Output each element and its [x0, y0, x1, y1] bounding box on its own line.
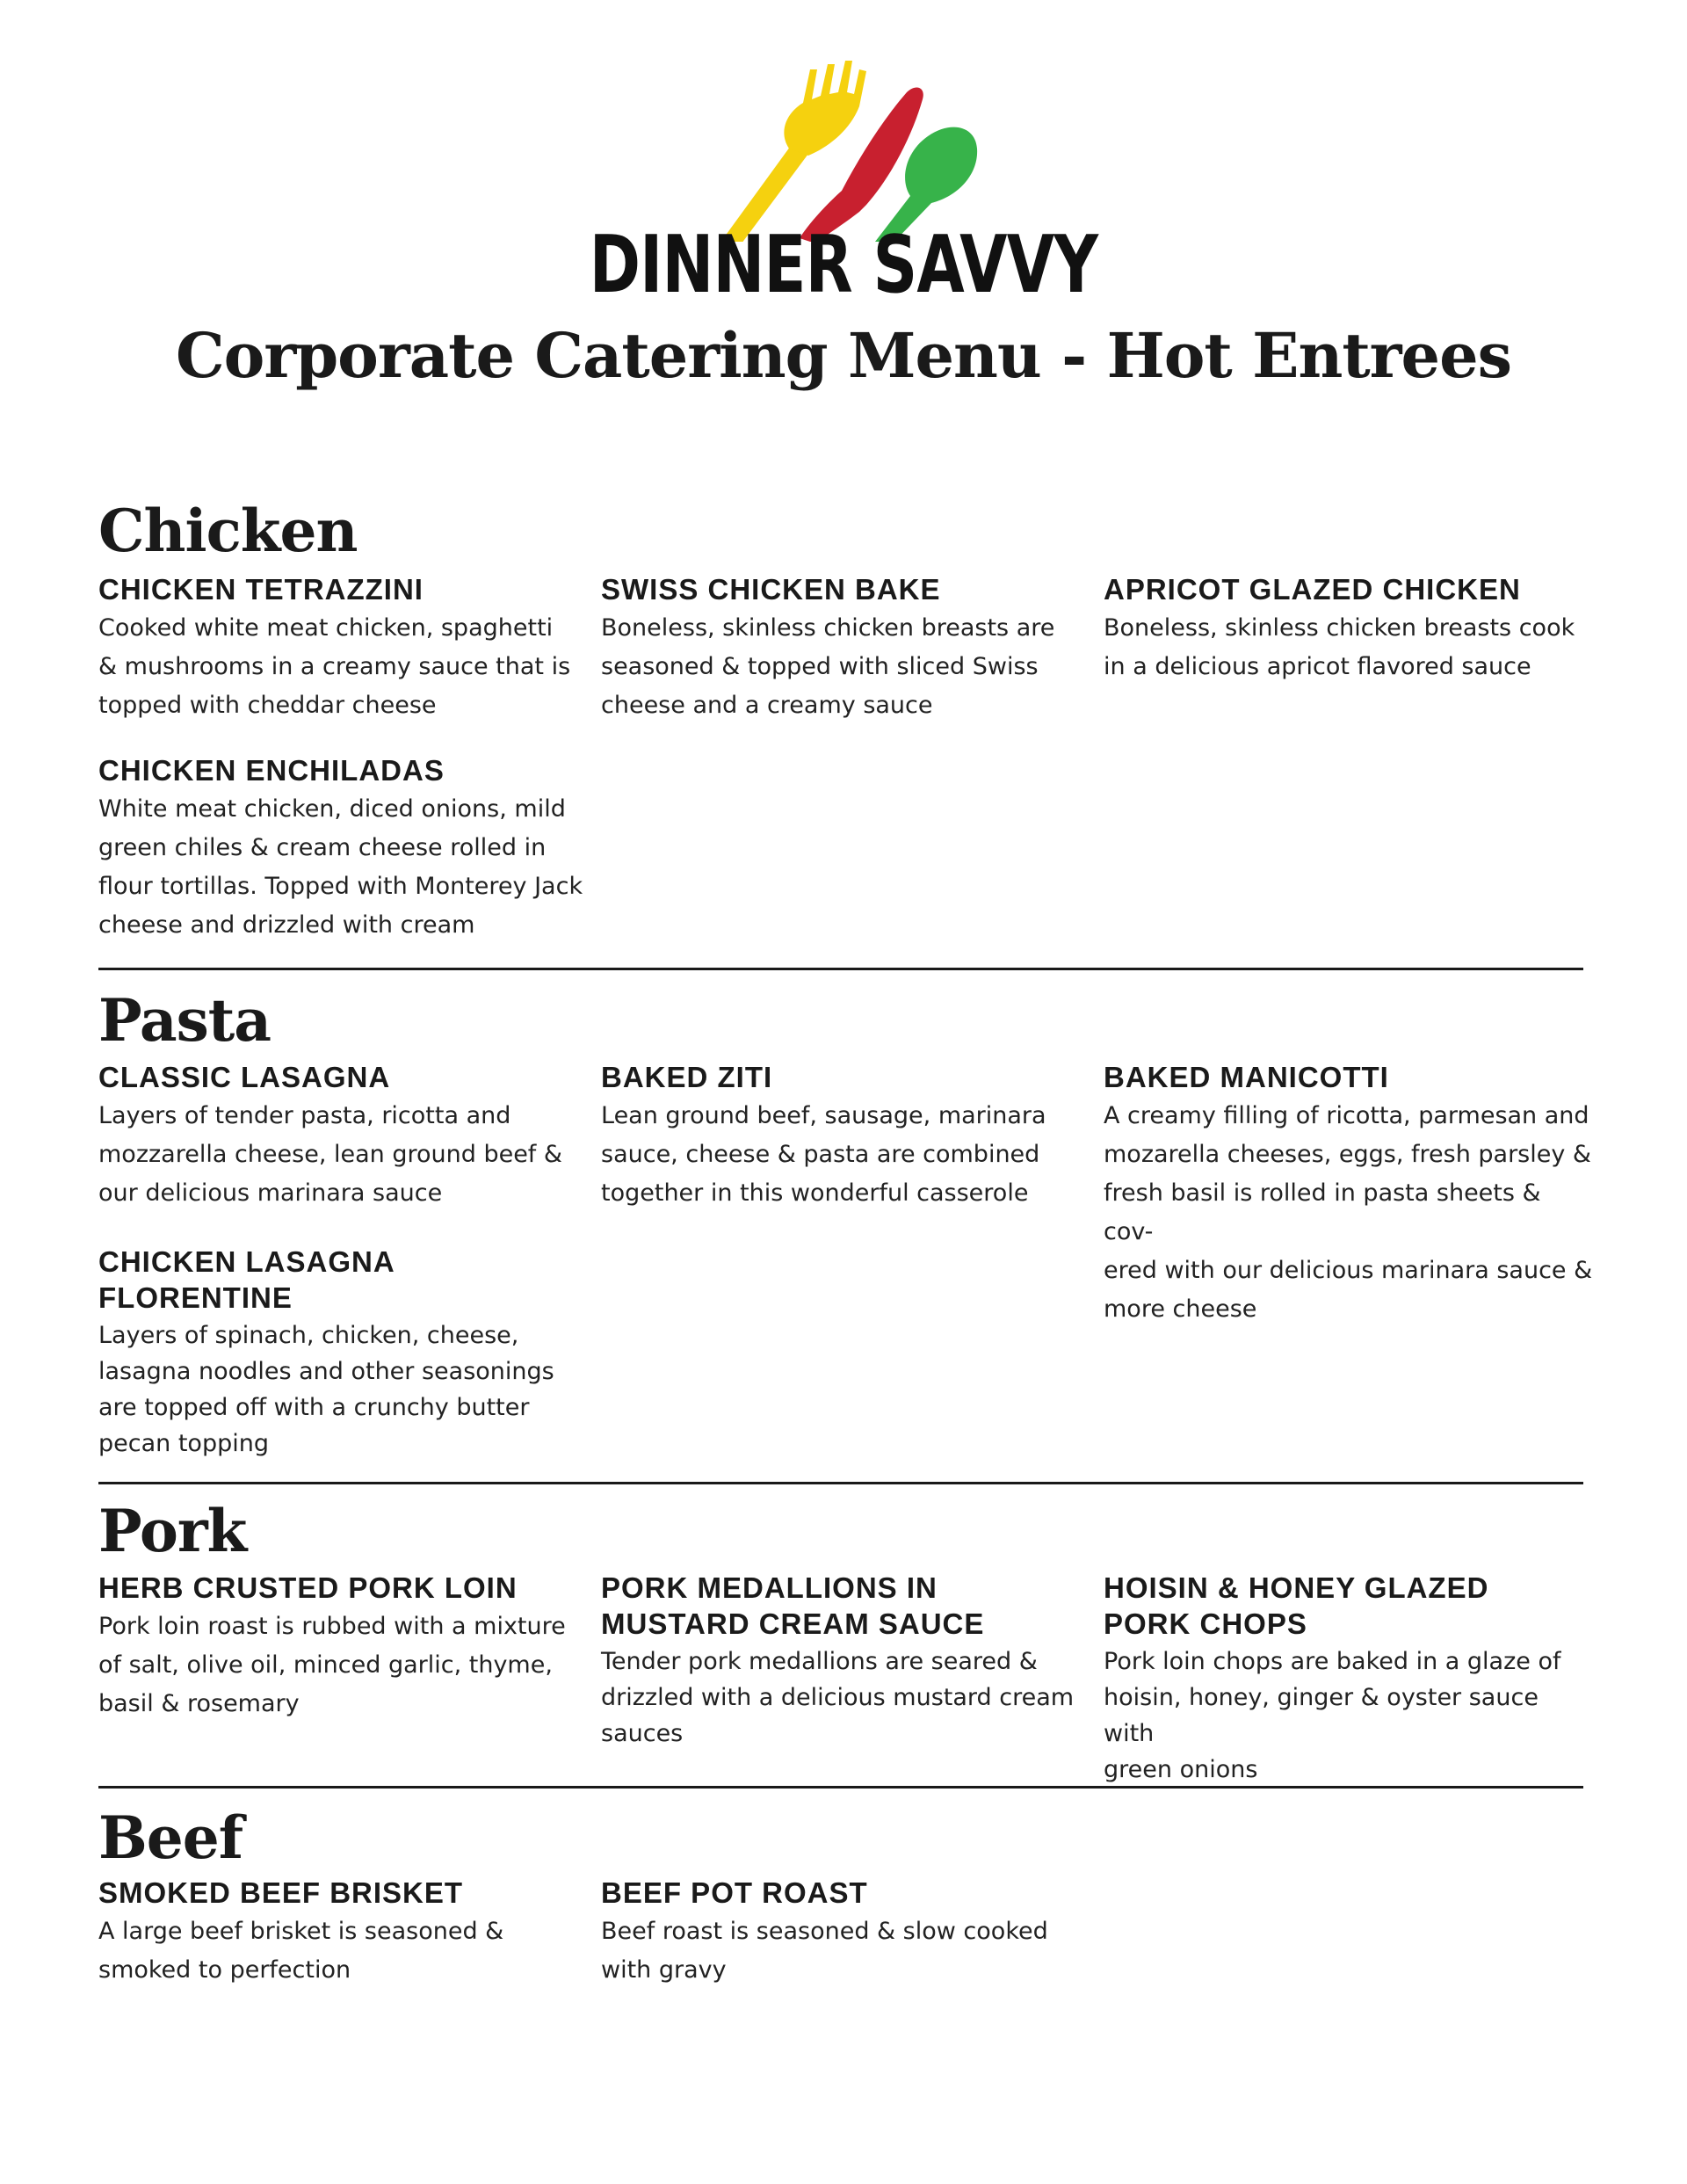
description-line: ered with our delicious marinara sauce &: [1104, 1257, 1593, 1284]
section-pasta: [98, 986, 1593, 1463]
menu-item-description: [601, 609, 1093, 725]
section-title-beef: Beef: [98, 1803, 243, 1872]
section-beef: [98, 1803, 1583, 2026]
menu-item-apricot-glazed-chicken: [1104, 571, 1596, 686]
menu-item-name: [1104, 1570, 1596, 1642]
description-line: with gravy: [601, 1956, 727, 1984]
description-line: seasoned & topped with sliced Swiss: [601, 653, 1039, 680]
menu-item-smoked-beef-brisket: [98, 1875, 590, 1990]
description-line: sauce, cheese & pasta are combined: [601, 1141, 1040, 1168]
description-line: more cheese: [1104, 1295, 1257, 1323]
description-line: cheese and drizzled with cream: [98, 911, 475, 939]
menu-item-description: [98, 790, 590, 945]
description-line: Tender pork medallions are seared &: [601, 1648, 1038, 1675]
description-line: are topped off with a crunchy butter: [98, 1394, 530, 1421]
description-line: mozzarella cheese, lean ground beef &: [98, 1141, 562, 1168]
description-line: drizzled with a delicious mustard cream: [601, 1684, 1075, 1711]
section-title-chicken: Chicken: [98, 497, 358, 565]
description-line: Pork loin chops are baked in a glaze of: [1104, 1648, 1561, 1675]
menu-item-chicken-lasagna-florentine: [98, 1244, 590, 1462]
menu-item-description: [1104, 1097, 1596, 1329]
description-line: cheese and a creamy sauce: [601, 692, 933, 719]
description-line: topped with cheddar cheese: [98, 692, 437, 719]
menu-item-beef-pot-roast: [601, 1875, 1093, 1990]
name-line: MUSTARD CREAM SAUCE: [601, 1607, 985, 1640]
brand-name: DINNER SAVVY: [589, 219, 1098, 311]
menu-item-chicken-tetrazzini: [98, 571, 590, 725]
description-line: Layers of tender pasta, ricotta and: [98, 1102, 511, 1129]
menu-item-description: [98, 1607, 590, 1723]
description-line: in a delicious apricot flavored sauce: [1104, 653, 1531, 680]
description-line: together in this wonderful casserole: [601, 1179, 1029, 1207]
description-line: A large beef brisket is seasoned &: [98, 1918, 504, 1945]
name-line: PORK MEDALLIONS IN: [601, 1571, 938, 1604]
menu-item-description: [98, 1912, 590, 1990]
name-line: FLORENTINE: [98, 1281, 293, 1314]
name-line: HOISIN & HONEY GLAZED: [1104, 1571, 1489, 1604]
menu-item-baked-ziti: [601, 1059, 1093, 1213]
menu-item-pork-medallions: [601, 1570, 1093, 1752]
description-line: of salt, olive oil, minced garlic, thyme,: [98, 1651, 553, 1679]
description-line: Beef roast is seasoned & slow cooked: [601, 1918, 1048, 1945]
menu-item-name: CLASSIC LASAGNA: [98, 1061, 391, 1093]
menu-item-name: BAKED MANICOTTI: [1104, 1061, 1389, 1093]
description-line: Boneless, skinless chicken breasts are: [601, 614, 1055, 642]
menu-item-description: [98, 609, 590, 725]
menu-item-chicken-enchiladas: [98, 752, 590, 945]
menu-item-name: APRICOT GLAZED CHICKEN: [1104, 573, 1521, 606]
description-line: our delicious marinara sauce: [98, 1179, 443, 1207]
section-divider: [98, 968, 1583, 970]
name-line: CHICKEN LASAGNA: [98, 1245, 395, 1278]
description-line: A creamy filling of ricotta, parmesan and: [1104, 1102, 1589, 1129]
section-divider: [98, 1786, 1583, 1789]
description-line: hoisin, honey, ginger & oyster sauce with: [1104, 1684, 1539, 1747]
menu-item-description: [601, 1912, 1093, 1990]
menu-item-baked-manicotti: [1104, 1059, 1596, 1329]
menu-item-hoisin-honey-pork-chops: [1104, 1570, 1596, 1788]
page-title: Corporate Catering Menu - Hot Entrees: [175, 319, 1512, 392]
menu-item-name: [98, 1244, 590, 1316]
description-line: green onions: [1104, 1756, 1258, 1783]
menu-item-herb-crusted-pork-loin: [98, 1570, 590, 1723]
description-line: mozarella cheeses, eggs, fresh parsley &: [1104, 1141, 1591, 1168]
description-line: green chiles & cream cheese rolled in: [98, 834, 547, 861]
menu-item-swiss-chicken-bake: [601, 571, 1093, 725]
name-line: PORK CHOPS: [1104, 1607, 1307, 1640]
menu-item-name: SWISS CHICKEN BAKE: [601, 573, 941, 606]
menu-item-name: BEEF POT ROAST: [601, 1876, 868, 1909]
description-line: pecan topping: [98, 1430, 269, 1457]
description-line: fresh basil is rolled in pasta sheets & cov-: [1104, 1179, 1541, 1245]
description-line: Pork loin roast is rubbed with a mixture: [98, 1613, 566, 1640]
description-line: basil & rosemary: [98, 1690, 300, 1717]
section-title-pork: Pork: [98, 1497, 247, 1565]
description-line: lasagna noodles and other seasonings: [98, 1358, 554, 1385]
description-line: & mushrooms in a creamy sauce that is: [98, 653, 571, 680]
description-line: Boneless, skinless chicken breasts cook: [1104, 614, 1575, 642]
section-title-pasta: Pasta: [98, 986, 272, 1055]
description-line: Lean ground beef, sausage, marinara: [601, 1102, 1046, 1129]
menu-item-classic-lasagna: [98, 1059, 590, 1213]
menu-item-description: [601, 1643, 1093, 1752]
menu-item-name: BAKED ZITI: [601, 1061, 773, 1093]
description-line: smoked to perfection: [98, 1956, 351, 1984]
section-chicken: [98, 499, 1583, 956]
menu-item-description: [98, 1317, 590, 1462]
menu-item-description: [1104, 609, 1596, 686]
section-pork: [98, 1497, 1583, 1783]
page-header: [0, 0, 1687, 392]
menu-item-name: HERB CRUSTED PORK LOIN: [98, 1571, 518, 1604]
description-line: Cooked white meat chicken, spaghetti: [98, 614, 554, 642]
menu-item-name: CHICKEN ENCHILADAS: [98, 754, 445, 787]
menu-item-name: SMOKED BEEF BRISKET: [98, 1876, 464, 1909]
description-line: flour tortillas. Topped with Monterey Jack: [98, 873, 583, 900]
menu-item-description: [98, 1097, 590, 1213]
description-line: White meat chicken, diced onions, mild: [98, 795, 566, 823]
section-divider: [98, 1482, 1583, 1484]
description-line: Layers of spinach, chicken, cheese,: [98, 1322, 519, 1349]
menu-item-description: [1104, 1643, 1596, 1788]
menu-item-description: [601, 1097, 1093, 1213]
utensils-logo-icon: [712, 48, 993, 242]
menu-item-name: CHICKEN TETRAZZINI: [98, 573, 424, 606]
description-line: sauces: [601, 1720, 684, 1747]
menu-item-name: [601, 1570, 1093, 1642]
